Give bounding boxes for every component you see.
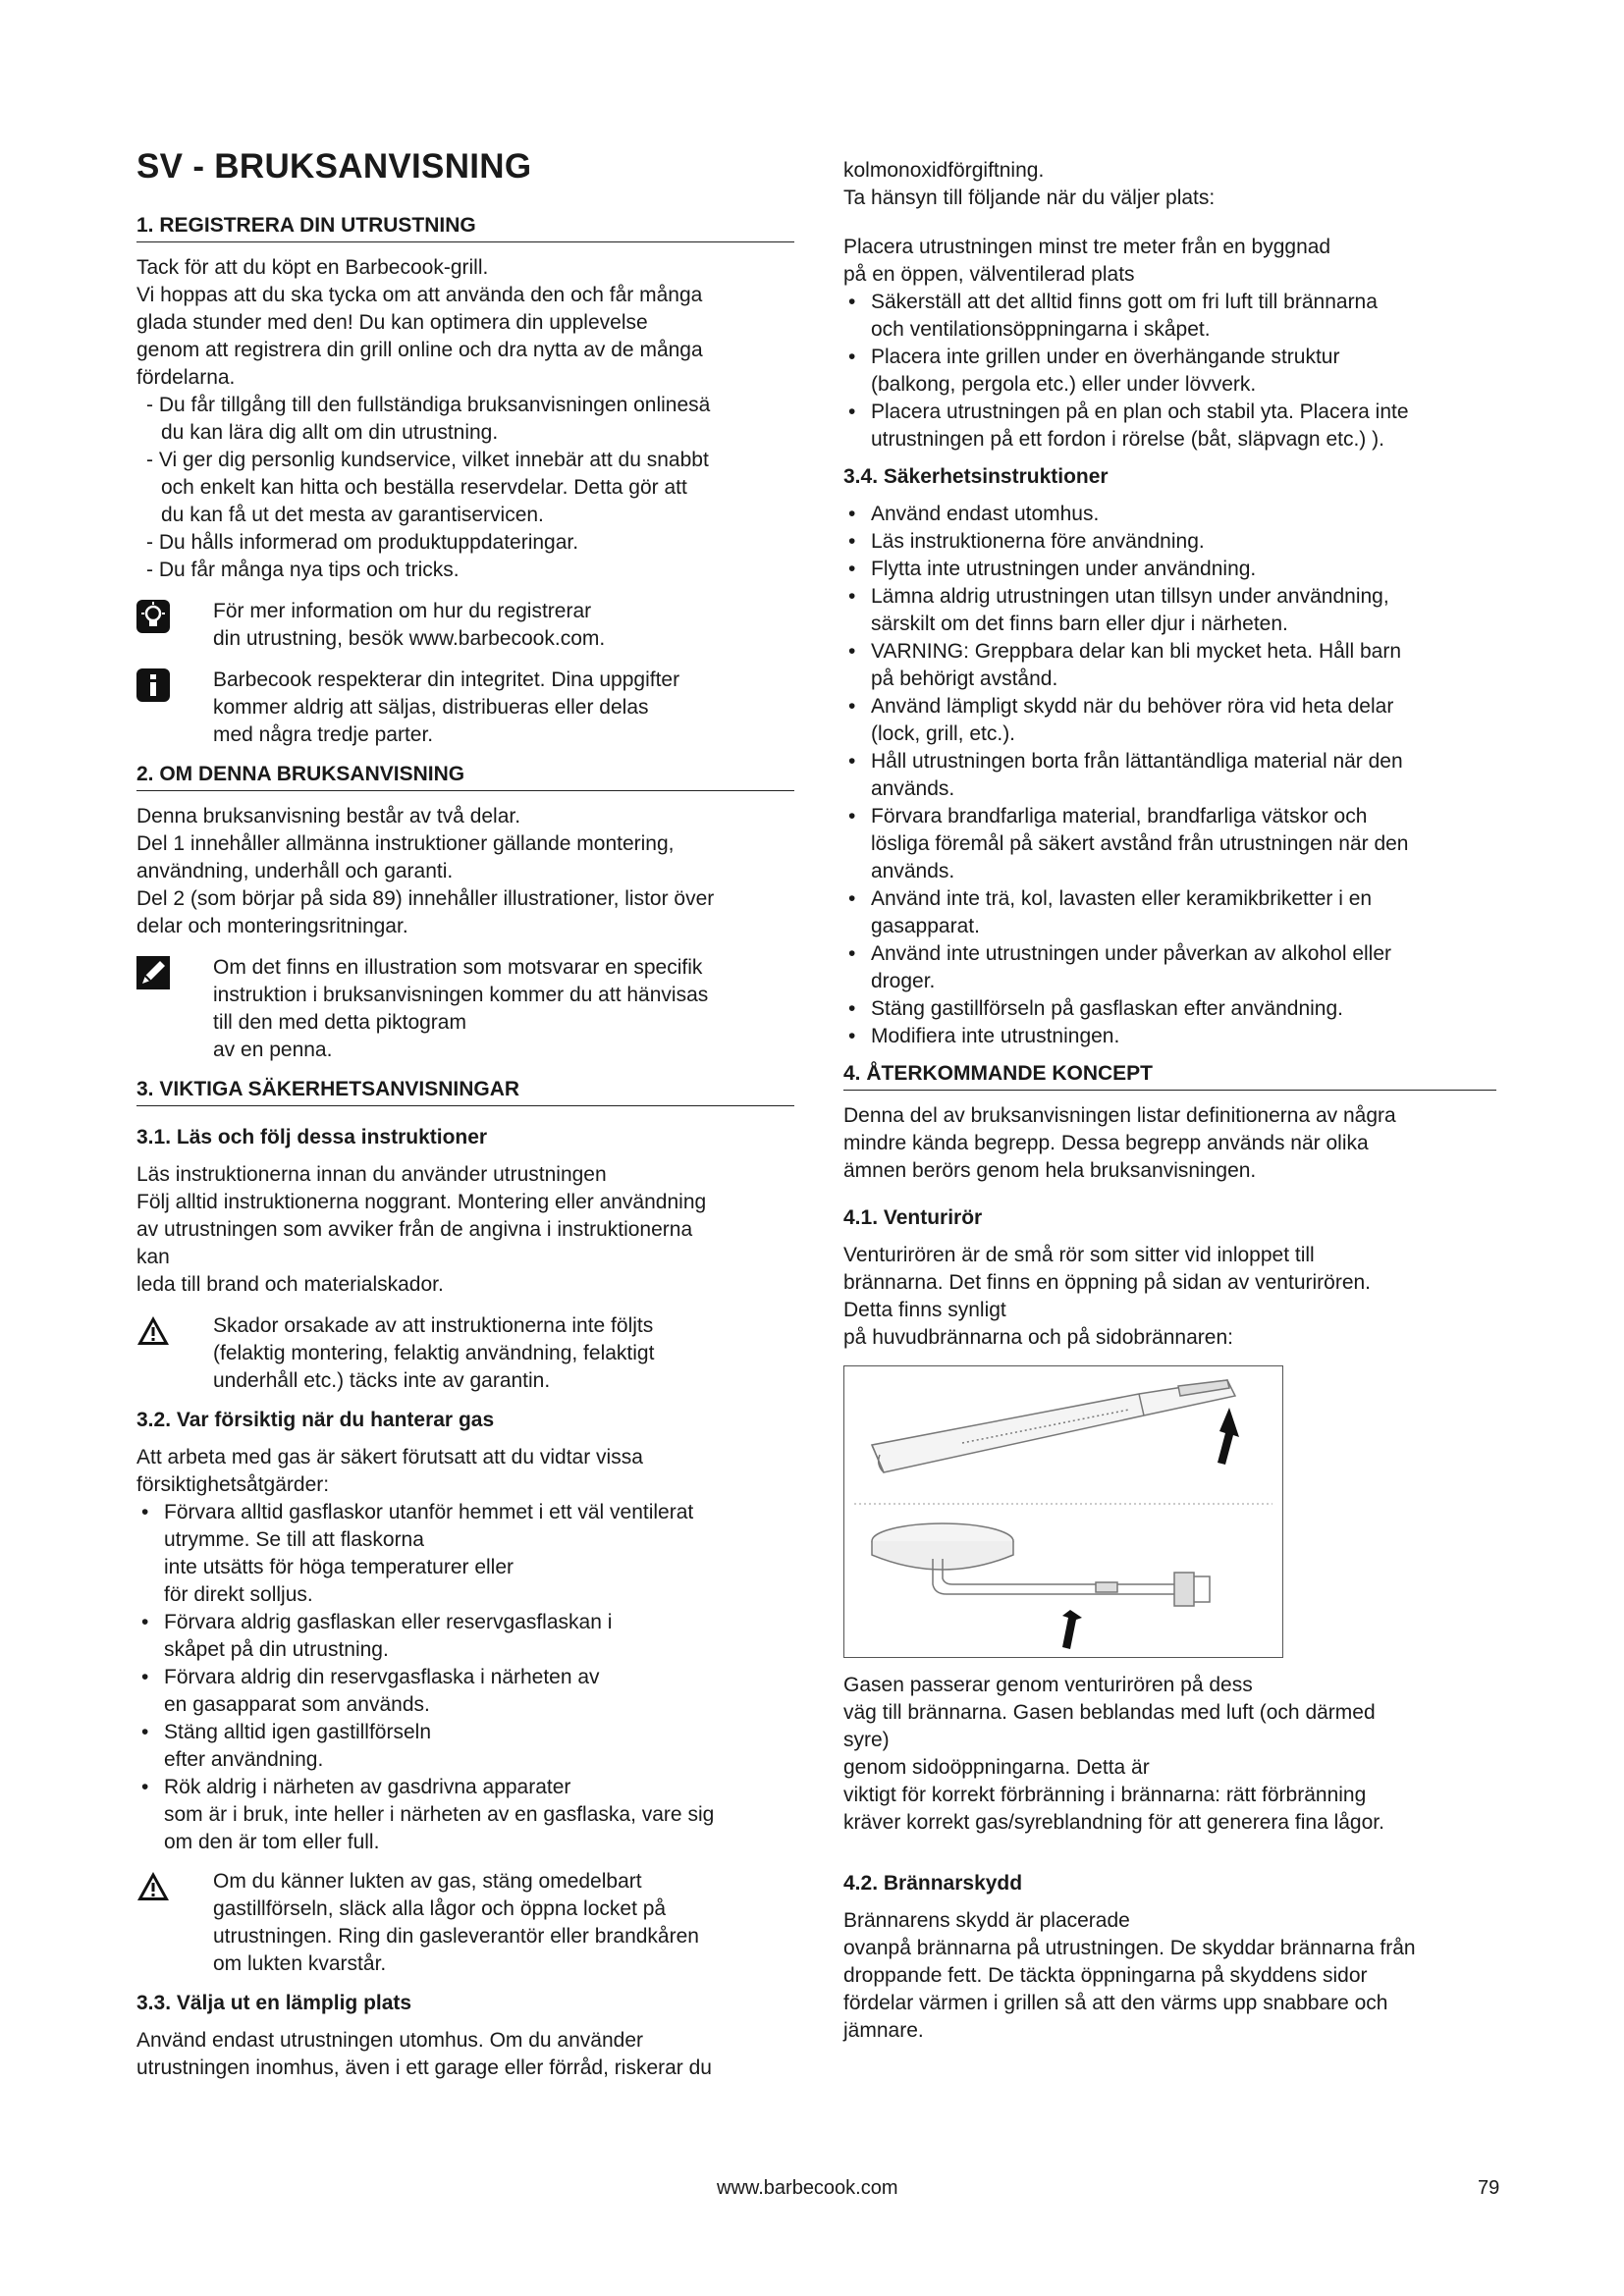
list-item-text: Förvara alltid gasflaskor utanför hemmet i ett väl ventilerat (164, 1501, 694, 1523)
s4-line: mindre kända begrepp. Dessa begrepp används när olika (843, 1132, 1369, 1154)
section-4-2-body (843, 1907, 1496, 2045)
section-3-3-heading: 3.3. Välja ut en lämplig plats (136, 1992, 412, 2014)
list-item-text: Placera inte grillen under en överhängande struktur (871, 346, 1340, 368)
list-item (136, 1499, 794, 1526)
section-4-2-heading: 4.2. Brännarskydd (843, 1872, 1023, 1895)
s41-after-line: kräver korrekt gas/syreblandning för att generera fina lågor. (843, 1811, 1384, 1834)
s33-line: Använd endast utrustningen utomhus. Om du använder (136, 2029, 643, 2052)
list-item (136, 1719, 794, 1746)
list-item-cont: utrymme. Se till att flaskorna (164, 1528, 424, 1551)
list-item-text: Förvara aldrig din reservgasflaska i närheten av (164, 1666, 600, 1688)
page-number: 79 (1478, 2177, 1500, 2199)
list-item-text: Lämna aldrig utrustningen utan tillsyn under användning, (871, 585, 1389, 608)
benefit-list (136, 392, 794, 584)
list-item-text: Modifiera inte utrustningen. (871, 1025, 1120, 1047)
section-3-1-heading: 3.1. Läs och följ dessa instruktioner (136, 1126, 488, 1148)
s1-p2-line: Vi hoppas att du ska tycka om att använda den och får många (136, 284, 703, 306)
list-item (843, 583, 1496, 611)
list-item-text: Använd inte utrustningen under påverkan av alkohol eller (871, 942, 1392, 965)
s33-cont-line: Ta hänsyn till följande när du väljer plats: (843, 187, 1216, 209)
section-4-heading: 4. ÅTERKOMMANDE KONCEPT (843, 1062, 1496, 1091)
list-item (843, 803, 1496, 830)
list-item-cont: särskilt om det finns barn eller djur i närheten. (871, 613, 1288, 635)
list-item-cont: om den är tom eller full. (164, 1831, 380, 1853)
section-3-3-cont (843, 157, 1496, 212)
right-column (843, 157, 1496, 2045)
section-3-3-body (136, 2027, 794, 2082)
list-item (843, 748, 1496, 775)
info-icon (136, 668, 170, 702)
benefit-line: - Du får tillgång till den fullständiga bruksanvisningen onlinesä (146, 394, 711, 416)
list-item-cont: (lock, grill, etc.). (871, 722, 1016, 745)
section-4-1-body (843, 1242, 1496, 1352)
s42-line: Brännarens skydd är placerade (843, 1909, 1130, 1932)
list-item (843, 995, 1496, 1023)
list-item-cont: efter användning. (164, 1748, 324, 1771)
list-item-cont: utrustningen på ett fordon i rörelse (båt, släpvagn etc.) ). (871, 428, 1384, 451)
s1-intro: Tack för att du köpt en Barbecook-grill. (136, 256, 489, 279)
section-3-3-placement (843, 234, 1496, 454)
s41-line: på huvudbrännarna och på sidobrännaren: (843, 1326, 1233, 1349)
s31-line: leda till brand och materialskador. (136, 1273, 444, 1296)
privacy-note (136, 667, 794, 749)
list-item-text: Håll utrustningen borta från lättantändliga material när den (871, 750, 1403, 773)
section-3-2-heading: 3.2. Var försiktig när du hanterar gas (136, 1409, 495, 1431)
benefit-line: du kan få ut det mesta av garantiservicen. (161, 504, 544, 526)
footer-url: www.barbecook.com (717, 2177, 898, 2199)
side-burner (872, 1523, 1210, 1606)
list-item-text: Använd inte trä, kol, lavasten eller keramikbriketter i en (871, 887, 1373, 910)
s42-line: fördelar värmen i grillen så att den värms upp snabbare och (843, 1992, 1388, 2014)
s41-after-line: Gasen passerar genom venturirören på dess (843, 1674, 1253, 1696)
pencil-line: instruktion i bruksanvisningen kommer du att hänvisas (213, 984, 709, 1006)
list-item-cont: för direkt solljus. (164, 1583, 313, 1606)
list-item-text: Rök aldrig i närheten av gasdrivna apparater (164, 1776, 571, 1798)
list-item-text: Använd lämpligt skydd när du behöver röra vid heta delar (871, 695, 1394, 718)
s33-line: utrustningen inomhus, även i ett garage eller förråd, riskerar du (136, 2056, 712, 2079)
pencil-line: av en penna. (213, 1039, 333, 1061)
pencil-note (136, 954, 794, 1064)
section-3-1-body (136, 1161, 794, 1299)
arrow-main (1218, 1408, 1239, 1465)
tip-line: din utrustning, besök www.barbecook.com. (213, 627, 606, 650)
pencil-line: till den med detta piktogram (213, 1011, 466, 1034)
list-item-text: Förvara brandfarliga material, brandfarliga vätskor och (871, 805, 1368, 828)
list-item-text: Använd endast utomhus. (871, 503, 1100, 525)
warranty-warning (136, 1312, 794, 1395)
list-item (843, 501, 1496, 528)
list-item-cont: lösliga föremål på säkert avstånd från utrustningen när den (871, 832, 1409, 855)
left-column (136, 147, 794, 2082)
s41-line: brännarna. Det finns en öppning på sidan av venturirören. (843, 1271, 1372, 1294)
section-1-body (136, 254, 794, 584)
venturi-drawing (844, 1366, 1282, 1657)
list-item (843, 638, 1496, 666)
warranty-line: (felaktig montering, felaktig användning, felaktigt (213, 1342, 655, 1364)
page-title: SV - BRUKSANVISNING (136, 147, 532, 186)
list-item-text: VARNING: Greppbara delar kan bli mycket heta. Håll barn (871, 640, 1402, 663)
list-item-cont: används. (871, 777, 955, 800)
s32-line: försiktighetsåtgärder: (136, 1473, 330, 1496)
list-item (843, 693, 1496, 721)
list-item (843, 289, 1496, 316)
list-item (136, 1609, 794, 1636)
s42-line: ovanpå brännarna på utrustningen. De skyddar brännarna från (843, 1937, 1416, 1959)
tip-line: För mer information om hur du registrerar (213, 600, 592, 622)
list-item (843, 344, 1496, 371)
s1-p2-line: genom att registrera din grill online och dra nytta av de många (136, 339, 703, 361)
list-item-cont: och ventilationsöppningarna i skåpet. (871, 318, 1211, 341)
section-3-heading: 3. VIKTIGA SÄKERHETSANVISNINGAR (136, 1078, 794, 1106)
list-item-cont: skåpet på din utrustning. (164, 1638, 389, 1661)
s41-after-line: viktigt för korrekt förbränning i brännarna: rätt förbränning (843, 1784, 1367, 1806)
s31-line: av utrustningen som avviker från de angivna i instruktionerna (136, 1218, 693, 1241)
lightbulb-icon (136, 600, 170, 633)
warranty-line: Skador orsakade av att instruktionerna inte följts (213, 1314, 654, 1337)
s41-after-line: syre) (843, 1729, 890, 1751)
list-item-cont: gasapparat. (871, 915, 980, 937)
list-item-cont: inte utsätts för höga temperaturer eller (164, 1556, 514, 1578)
s2-line: Del 1 innehåller allmänna instruktioner gällande montering, (136, 832, 675, 855)
section-3-4-heading: 3.4. Säkerhetsinstruktioner (843, 465, 1109, 488)
s2-line: användning, underhåll och garanti. (136, 860, 454, 882)
s42-line: jämnare. (843, 2019, 924, 2042)
section-2-heading: 2. OM DENNA BRUKSANVISNING (136, 763, 794, 791)
list-item (136, 1774, 794, 1801)
gas-safety-list (136, 1499, 794, 1856)
list-item (843, 399, 1496, 426)
pencil-icon (136, 956, 170, 989)
section-2-body (136, 803, 794, 940)
s2-line: Denna bruksanvisning består av två delar. (136, 805, 521, 828)
privacy-line: med några tredje parter. (213, 723, 434, 746)
list-item-cont: en gasapparat som används. (164, 1693, 430, 1716)
s33-cont-line: kolmonoxidförgiftning. (843, 159, 1045, 182)
section-4-1-after (843, 1672, 1496, 1837)
s41-line: Venturirören är de små rör som sitter vid inloppet till (843, 1244, 1315, 1266)
s42-line: droppande fett. De täckta öppningarna på skyddens sidor (843, 1964, 1368, 1987)
list-item-text: Läs instruktionerna före användning. (871, 530, 1205, 553)
s33-line2: på en öppen, välventilerad plats (843, 263, 1135, 286)
gas-smell-line: om lukten kvarstår. (213, 1952, 387, 1975)
list-item-text: Stäng alltid igen gastillförseln (164, 1721, 431, 1743)
privacy-line: kommer aldrig att säljas, distribueras eller delas (213, 696, 649, 719)
list-item (136, 1664, 794, 1691)
benefit-line: - Vi ger dig personlig kundservice, vilket innebär att du snabbt (146, 449, 709, 471)
arrow-side (1062, 1610, 1082, 1649)
list-item (843, 1023, 1496, 1050)
s4-line: ämnen berörs genom hela bruksanvisningen. (843, 1159, 1257, 1182)
s4-line: Denna del av bruksanvisningen listar definitionerna av några (843, 1104, 1396, 1127)
list-item-text: Flytta inte utrustningen under användning. (871, 558, 1257, 580)
section-1-heading: 1. REGISTRERA DIN UTRUSTNING (136, 214, 794, 242)
benefit-line: - Du hålls informerad om produktuppdateringar. (146, 531, 579, 554)
s1-p2-line: fördelarna. (136, 366, 236, 389)
list-item-text: Förvara aldrig gasflaskan eller reservgasflaskan i (164, 1611, 613, 1633)
s31-line: kan (136, 1246, 170, 1268)
benefit-line: du kan lära dig allt om din utrustning. (161, 421, 499, 444)
section-3-2-body (136, 1444, 794, 1856)
list-item-cont: (balkong, pergola etc.) eller under lövverk. (871, 373, 1257, 396)
privacy-line: Barbecook respekterar din integritet. Dina uppgifter (213, 668, 680, 691)
s33-line2: Placera utrustningen minst tre meter från en byggnad (843, 236, 1331, 258)
s2-line: Del 2 (som börjar på sida 89) innehåller illustrationer, listor över (136, 887, 715, 910)
gas-smell-line: utrustningen. Ring din gasleverantör eller brandkåren (213, 1925, 699, 1948)
benefit-line: och enkelt kan hitta och beställa reservdelar. Detta gör att (161, 476, 687, 499)
warranty-line: underhåll etc.) täcks inte av garantin. (213, 1369, 551, 1392)
list-item-text: Stäng gastillförseln på gasflaskan efter användning. (871, 997, 1343, 1020)
warning-icon (136, 1870, 170, 1903)
section-4-body (843, 1102, 1496, 1185)
placement-list (843, 289, 1496, 454)
gas-smell-line: gastillförseln, släck alla lågor och öppna locket på (213, 1897, 667, 1920)
list-item-cont: som är i bruk, inte heller i närheten av en gasflaska, vare sig (164, 1803, 715, 1826)
list-item (843, 556, 1496, 583)
list-item-cont: används. (871, 860, 955, 882)
warning-icon (136, 1314, 170, 1348)
safety-list (843, 501, 1496, 1050)
list-item-cont: droger. (871, 970, 936, 992)
gas-smell-line: Om du känner lukten av gas, stäng omedelbart (213, 1870, 642, 1893)
pencil-line: Om det finns en illustration som motsvarar en specifik (213, 956, 703, 979)
list-item-text: Säkerställ att det alltid finns gott om fri luft till brännarna (871, 291, 1378, 313)
tip-note (136, 598, 794, 653)
s41-after-line: genom sidoöppningarna. Detta är (843, 1756, 1150, 1779)
s31-line: Läs instruktionerna innan du använder utrustningen (136, 1163, 607, 1186)
s41-after-line: väg till brännarna. Gasen beblandas med luft (och därmed (843, 1701, 1376, 1724)
benefit-line: - Du får många nya tips och tricks. (146, 559, 460, 581)
list-item (843, 940, 1496, 968)
s32-line: Att arbeta med gas är säkert förutsatt att du vidtar vissa (136, 1446, 643, 1468)
list-item-text: Placera utrustningen på en plan och stabil yta. Placera inte (871, 400, 1409, 423)
list-item-cont: på behörigt avstånd. (871, 667, 1058, 690)
s1-p2-line: glada stunder med den! Du kan optimera din upplevelse (136, 311, 648, 334)
list-item (843, 885, 1496, 913)
section-4-1-heading: 4.1. Venturirör (843, 1206, 983, 1229)
s2-line: delar och monteringsritningar. (136, 915, 408, 937)
list-item (843, 528, 1496, 556)
gas-smell-warning (136, 1868, 794, 1978)
s31-line: Följ alltid instruktionerna noggrant. Montering eller användning (136, 1191, 707, 1213)
s41-line: Detta finns synligt (843, 1299, 1006, 1321)
venturi-illustration (843, 1365, 1283, 1658)
main-burner-tube (872, 1380, 1235, 1472)
